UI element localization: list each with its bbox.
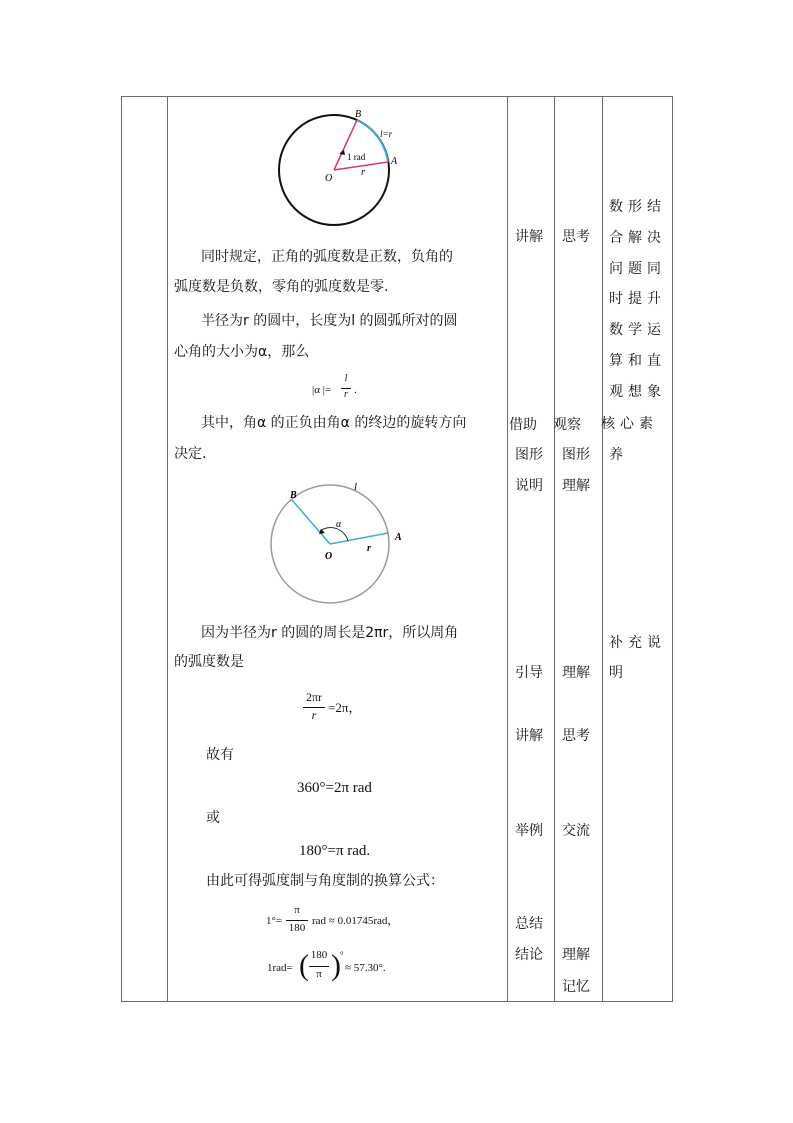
formula1-lhs: |α |=	[312, 384, 332, 396]
para4-line2: 的弧度数是	[174, 654, 244, 670]
para3-line2: 决定.	[174, 446, 207, 462]
student-memorize: 记忆	[562, 979, 590, 995]
student-understand-2: 理解	[562, 947, 590, 963]
formula3-den: 180	[288, 922, 306, 934]
formula2-num: 2πr	[305, 690, 323, 704]
paren-right: )	[331, 949, 341, 982]
teacher-diagram-1: 借助	[509, 417, 537, 433]
student-observe-2: 图形	[562, 447, 590, 463]
label-angle: 1 rad	[347, 152, 366, 162]
para5: 由此可得弧度制与角度制的换算公式：	[206, 873, 444, 889]
label-r: r	[361, 167, 365, 178]
para2-line2: 心角的大小为α，那么	[174, 344, 310, 360]
student-think-2: 思考	[562, 728, 590, 744]
degree-superscript: °	[340, 950, 344, 960]
formula-degree-to-rad	[266, 904, 426, 944]
eq-180: 180°=π rad.	[299, 843, 371, 859]
intent-1-line3: 问题同	[609, 261, 666, 277]
para4-line1: 因为半径为r 的圆的周长是2πr，所以周角	[201, 625, 459, 641]
table-col-line-4	[554, 96, 555, 1002]
huo: 或	[206, 810, 220, 826]
teacher-explain-1: 讲解	[515, 229, 543, 245]
label-arc: l=r	[380, 129, 393, 139]
table-col-line-3	[507, 96, 508, 1002]
label-a: A	[391, 156, 398, 167]
formula4-rhs: ≈ 57.30°.	[345, 962, 386, 974]
paren-left: (	[299, 949, 309, 982]
table-col-line-6	[672, 96, 673, 1002]
teacher-diagram-3: 说明	[515, 478, 543, 494]
student-observe-1: 观察	[553, 417, 581, 433]
formula1-num: l	[344, 373, 348, 384]
intent-1-line1: 数形结	[609, 199, 666, 215]
intent-1-line2: 合解决	[609, 230, 666, 246]
label-a: A	[395, 532, 402, 543]
arc-length-figure	[266, 478, 416, 608]
formula-2pir-over-r	[300, 690, 370, 730]
label-o: O	[325, 551, 333, 562]
intent-2-line1: 补充说	[609, 635, 666, 651]
label-b: B	[290, 490, 297, 501]
teacher-summary-2: 结论	[515, 947, 543, 963]
radius-ob	[292, 500, 330, 544]
para3-line1: 其中，角α 的正负由角α 的终边的旋转方向	[201, 415, 467, 431]
student-understand-1: 理解	[562, 665, 590, 681]
label-l: l	[354, 481, 358, 493]
para2-line1: 半径为r 的圆中，长度为l 的圆弧所对的圆	[201, 313, 458, 329]
formula4-den: π	[316, 968, 322, 980]
fraction-bar	[286, 920, 308, 921]
formula-rad-to-degree	[267, 946, 417, 992]
gu-you: 故有	[206, 747, 234, 763]
table-bottom-border	[121, 1001, 673, 1002]
intent-1-line9: 养	[609, 447, 623, 463]
formula2-rhs: =2π，	[328, 700, 362, 715]
intent-1-line4: 时提升	[609, 291, 666, 307]
table-col-line-1	[121, 96, 122, 1002]
intent-1-line8: 核心素	[601, 416, 658, 432]
table-col-line-2	[167, 96, 168, 1002]
label-b: B	[355, 109, 362, 120]
intent-1-line7: 观想象	[609, 384, 666, 400]
formula3-rhs: rad ≈ 0.01745rad，	[312, 915, 399, 927]
student-observe-3: 理解	[562, 478, 590, 494]
formula3-lhs: 1°=	[266, 915, 283, 927]
para1-line1: 同时规定，正角的弧度数是正数，负角的	[201, 249, 453, 265]
teacher-explain-2: 讲解	[515, 728, 543, 744]
angle-arc	[320, 528, 348, 541]
eq-360: 360°=2π rad	[297, 780, 372, 796]
label-alpha: α	[336, 519, 342, 530]
fraction-bar	[309, 966, 329, 967]
label-r: r	[367, 543, 371, 554]
radius-ob	[334, 120, 357, 170]
teacher-summary-1: 总结	[515, 916, 543, 932]
intent-1-line5: 数学运	[609, 322, 666, 338]
teacher-guide: 引导	[515, 665, 543, 681]
para1-line2: 弧度数是负数，零角的弧度数是零.	[174, 279, 389, 295]
table-top-border	[121, 96, 673, 97]
teacher-diagram-2: 图形	[515, 447, 543, 463]
formula1-den: r	[344, 389, 348, 400]
student-discuss: 交流	[562, 823, 590, 839]
formula4-num: 180	[310, 949, 328, 961]
intent-1-line6: 算和直	[609, 353, 666, 369]
student-think-1: 思考	[562, 229, 590, 245]
formula2-den: r	[311, 708, 317, 722]
formula1-dot: .	[354, 384, 357, 396]
formula4-lhs: 1rad=	[267, 962, 293, 974]
table-col-line-5	[602, 96, 603, 1002]
one-radian-figure	[268, 104, 410, 232]
formula3-num: π	[294, 904, 300, 916]
formula-alpha-l-over-r	[312, 374, 362, 406]
label-o: O	[325, 173, 333, 184]
teacher-example: 举例	[515, 823, 543, 839]
intent-2-line2: 明	[609, 665, 623, 681]
radius-oa	[330, 533, 388, 544]
